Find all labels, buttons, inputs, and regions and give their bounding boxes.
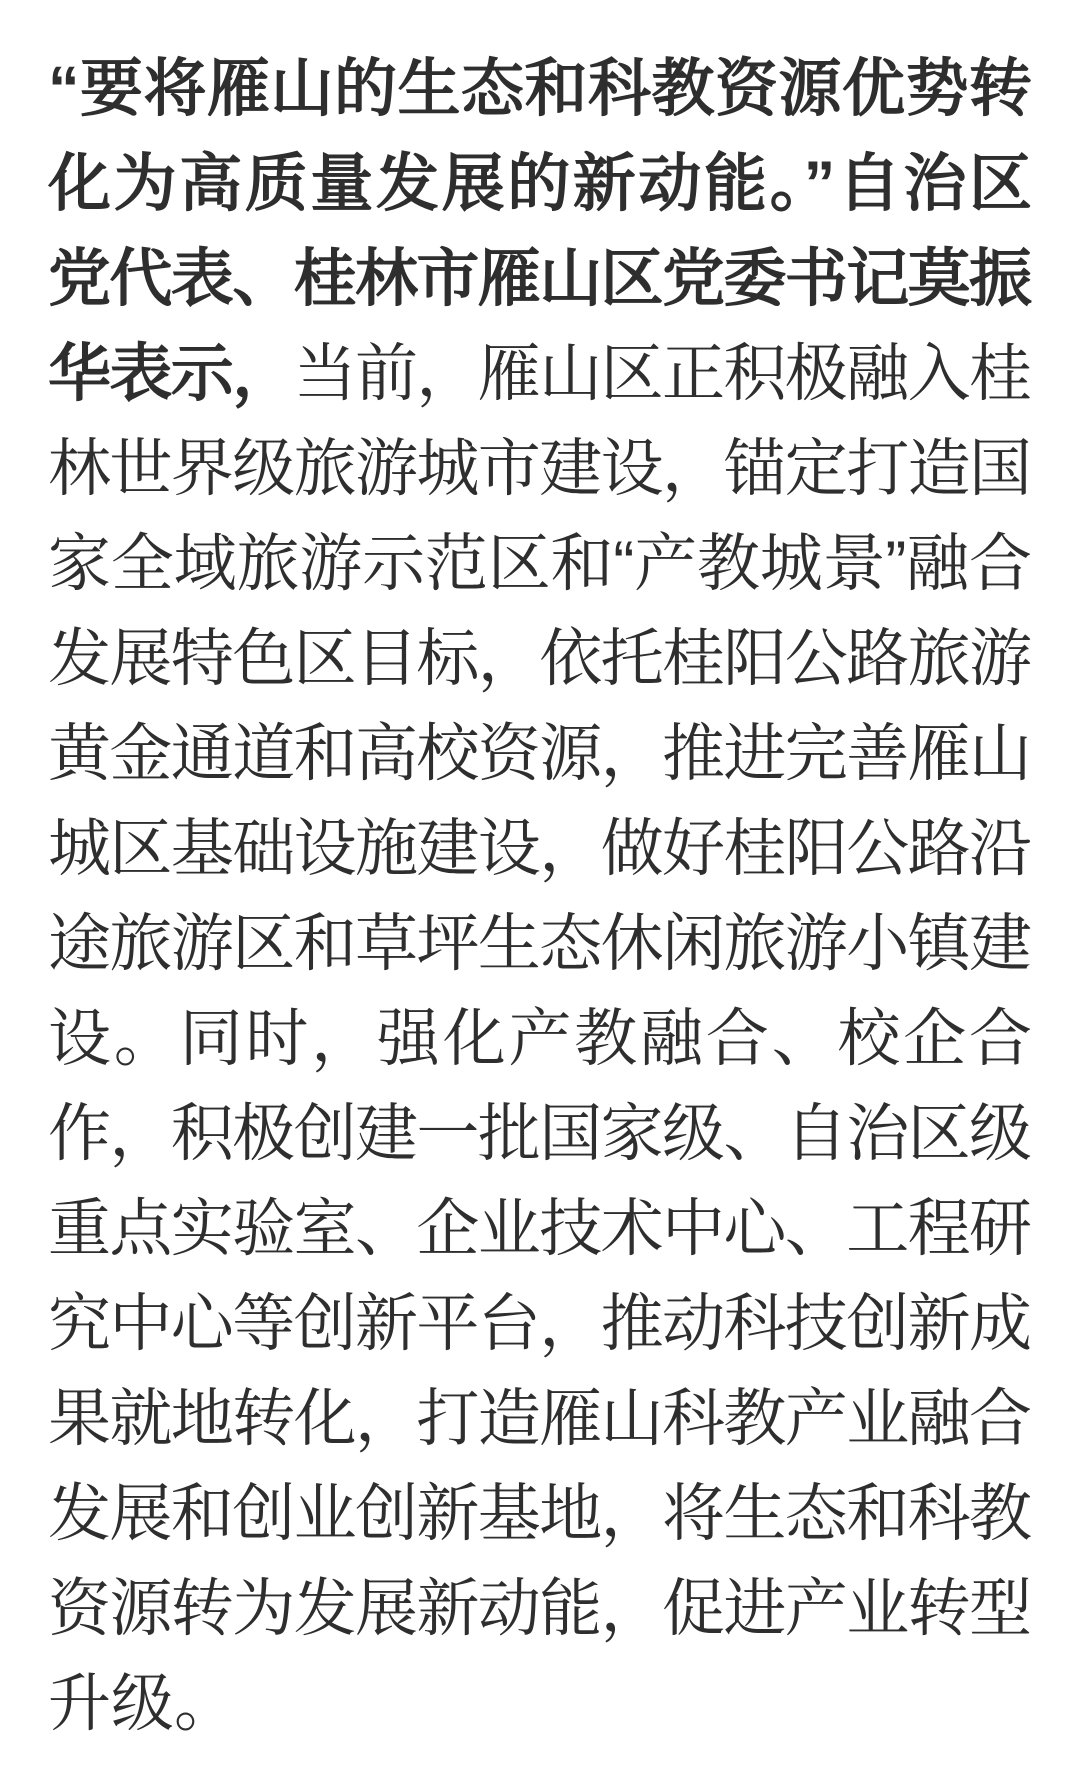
text-line-content — [48, 42, 1033, 137]
regular-text-segment: 发展和创业创新基地，将生态和科教 — [48, 1479, 1031, 1549]
regular-text-segment: 作，积极创建一批国家级、自治区级 — [48, 1099, 1031, 1169]
text-line-content — [48, 1467, 1030, 1562]
bold-text-segment: “要将雁山的生态和科教资源优势转 — [48, 54, 1033, 124]
regular-text-segment: 林世界级旅游城市建设，锚定打造国 — [48, 434, 1031, 504]
text-line — [48, 232, 1032, 327]
regular-text-segment: 究中心等创新平台，推动科技创新成 — [48, 1289, 1031, 1359]
text-line-content — [48, 1562, 1030, 1657]
text-line-content — [48, 1277, 1030, 1372]
text-line-content — [48, 707, 1030, 802]
text-line — [48, 1467, 1032, 1562]
text-line — [48, 992, 1035, 1087]
text-line — [48, 42, 1032, 137]
regular-text-segment: 黄金通道和高校资源，推进完善雁山 — [48, 719, 1031, 789]
bold-text-segment: 党代表、桂林市雁山区党委书记莫振 — [48, 244, 1031, 314]
regular-text-segment: 家全域旅游示范区和“产教城景”融合 — [48, 529, 1032, 599]
text-line — [48, 137, 1035, 232]
regular-text-segment: 资源转为发展新动能，促进产业转型 — [48, 1574, 1031, 1644]
regular-text-segment: 城区基础设施建设，做好桂阳公路沿 — [48, 814, 1031, 884]
text-line — [48, 897, 1032, 992]
text-line — [48, 1087, 1032, 1182]
text-line-content — [48, 1182, 1030, 1277]
regular-text-segment: 升级。 — [48, 1669, 237, 1739]
bold-text-segment: 华表示， — [48, 339, 294, 409]
regular-text-segment: 发展特色区目标，依托桂阳公路旅游 — [48, 624, 1031, 694]
text-line-content — [48, 137, 1035, 232]
text-line — [48, 707, 1032, 802]
text-line — [48, 802, 1032, 897]
text-line-content — [48, 612, 1030, 707]
text-line-content — [48, 1087, 1030, 1182]
text-line — [48, 1562, 1032, 1657]
text-line — [48, 517, 1032, 612]
text-line-content — [48, 1372, 1030, 1467]
text-line — [48, 1657, 1032, 1752]
text-line — [48, 1372, 1032, 1467]
text-line — [48, 612, 1032, 707]
text-line-content — [48, 517, 1032, 612]
regular-text-segment: 果就地转化，打造雁山科教产业融合 — [48, 1384, 1031, 1454]
paragraph — [48, 42, 1035, 1752]
text-line-content — [48, 232, 1030, 327]
text-line-content — [48, 897, 1030, 992]
text-line — [48, 327, 1032, 422]
text-line — [48, 1182, 1032, 1277]
bold-text-segment: 化为高质量发展的新动能。”自治区 — [48, 149, 1035, 219]
text-line — [48, 422, 1032, 517]
text-line-content — [48, 327, 1030, 422]
regular-text-segment: 当前，雁山区正积极融入桂 — [293, 339, 1031, 409]
regular-text-segment: 设。同时，强化产教融合、校企合 — [48, 1004, 1035, 1074]
text-line-content — [48, 802, 1030, 897]
regular-text-segment: 重点实验室、企业技术中心、工程研 — [48, 1194, 1031, 1264]
text-line-content — [48, 1657, 237, 1752]
text-line-content — [48, 992, 1035, 1087]
regular-text-segment: 途旅游区和草坪生态休闲旅游小镇建 — [48, 909, 1031, 979]
text-line-content — [48, 422, 1030, 517]
text-line — [48, 1277, 1032, 1372]
